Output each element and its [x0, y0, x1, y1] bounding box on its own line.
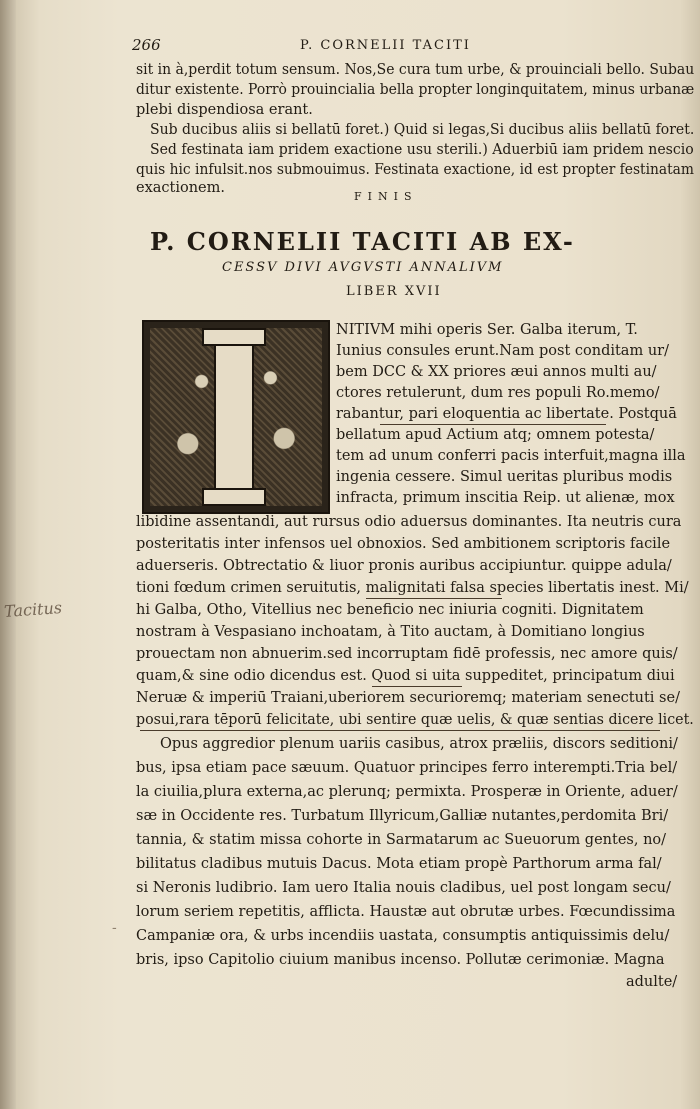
- text-line: nostram à Vespasiano inchoatam, à Tito auctam, à Domitiano longius: [136, 624, 645, 640]
- chapter-title: P. CORNELII TACITI AB EX-: [150, 227, 575, 256]
- ink-underline: [372, 686, 462, 687]
- text-line: aduerseris. Obtrectatio & liuor pronis auribus accipiuntur. quippe adula/: [136, 558, 672, 574]
- text-line: exactionem.: [136, 180, 225, 196]
- text-line: posui,rara tēporū felicitate, ubi sentire quæ uelis, & quæ sentias dicere licet.: [136, 712, 694, 728]
- text-line: la ciuilia,plura externa,ac plerunq; permixta. Prosperæ in Oriente, aduer/: [136, 784, 678, 800]
- text-line: sit in à,perdit totum sensum. Nos,Se cura tum urbe, & prouinciali bello. Subau: [136, 62, 695, 78]
- book-number: LIBER XVII: [346, 284, 442, 299]
- handwritten-margin-mark: -: [112, 920, 117, 936]
- initial-letter-shape: [214, 330, 254, 504]
- text-line: ingenia cessere. Simul ueritas pluribus modis: [336, 469, 673, 485]
- ink-underline: [366, 598, 502, 599]
- text-line: Iunius consules erunt.Nam post conditam ur/: [336, 343, 669, 359]
- text-line: posteritatis inter infensos uel obnoxios. Sed ambitionem scriptoris facile: [136, 536, 671, 552]
- catchword: adulte/: [626, 974, 678, 990]
- text-line: tem ad unum conferri pacis interfuit,magna illa: [336, 448, 686, 464]
- binding-gutter: [0, 0, 16, 1109]
- text-line: bilitatus cladibus mutuis Dacus. Mota etiam propè Parthorum arma fal/: [136, 856, 662, 872]
- text-line: tioni fœdum crimen seruitutis, malignitati falsa species libertatis inest. Mi/: [136, 580, 689, 596]
- ink-underline: [140, 730, 660, 731]
- text-line: bris, ipso Capitolio ciuium manibus incenso. Pollutæ cerimoniæ. Magna: [136, 952, 665, 968]
- text-line: ditur existente. Porrò prouincialia bella propter longinquitatem, minus urbanæ: [136, 82, 695, 98]
- text-line: infracta, primum inscitia Reip. ut alienæ, mox: [336, 490, 675, 506]
- text-line: Neruæ & imperiū Traiani,uberiorem securioremq; materiam senectuti se/: [136, 690, 680, 706]
- chapter-subtitle: CESSV DIVI AVGVSTI ANNALIVM: [222, 260, 504, 275]
- text-line: quis hic infulsit.nos submouimus. Festinata exactione, id est propter festinatam: [136, 162, 694, 178]
- text-line: NITIVM mihi operis Ser. Galba iterum, T.: [336, 322, 638, 338]
- text-line: rabantur, pari eloquentia ac libertate. Postquā: [336, 406, 677, 422]
- text-line: Sed festinata iam pridem exactione usu sterili.) Aduerbiū iam pridem nescio: [150, 142, 694, 158]
- text-line: hi Galba, Otho, Vitellius nec beneficio nec iniuria cogniti. Dignitatem: [136, 602, 644, 618]
- text-line: sæ in Occidente res. Turbatum Illyricum,Galliæ nutantes,perdomita Bri/: [136, 808, 669, 824]
- ink-underline: [380, 424, 606, 425]
- text-line: Opus aggredior plenum uariis casibus, atrox præliis, discors seditioni/: [160, 736, 678, 752]
- text-line: prouectam non abnuerim.sed incorruptam fidē professis, nec amore quis/: [136, 646, 678, 662]
- text-line: plebi dispendiosa erant.: [136, 102, 313, 118]
- handwritten-margin-note: Tacitus: [3, 598, 63, 621]
- text-line: quam,& sine odio dicendus est. Quod si uita suppeditet, principatum diui: [136, 668, 675, 684]
- running-title: P. CORNELII TACITI: [300, 38, 471, 53]
- page-number: 266: [132, 36, 161, 54]
- finis-mark: FINIS: [354, 190, 418, 203]
- text-line: bellatum apud Actium atq; omnem potesta/: [336, 427, 655, 443]
- text-line: si Neronis ludibrio. Iam uero Italia nouis cladibus, uel post longam secu/: [136, 880, 671, 896]
- text-line: ctores retulerunt, dum res populi Ro.memo/: [336, 385, 660, 401]
- text-line: bus, ipsa etiam pace sæuum. Quatuor principes ferro interempti.Tria bel/: [136, 760, 678, 776]
- text-line: Campaniæ ora, & urbs incendiis uastata, consumptis antiquissimis delu/: [136, 928, 670, 944]
- text-line: bem DCC & XX priores æui annos multi au/: [336, 364, 657, 380]
- text-line: lorum seriem repetitis, afflicta. Haustæ aut obrutæ urbes. Fœcundissima: [136, 904, 676, 920]
- text-line: Sub ducibus aliis si bellatū foret.) Quid si legas,Si ducibus aliis bellatū foret.: [150, 122, 695, 138]
- decorated-initial-illustration: [142, 320, 330, 514]
- text-line: libidine assentandi, aut rursus odio aduersus dominantes. Ita neutris cura: [136, 514, 682, 530]
- text-line: tannia, & statim missa cohorte in Sarmatarum ac Sueuorum gentes, no/: [136, 832, 667, 848]
